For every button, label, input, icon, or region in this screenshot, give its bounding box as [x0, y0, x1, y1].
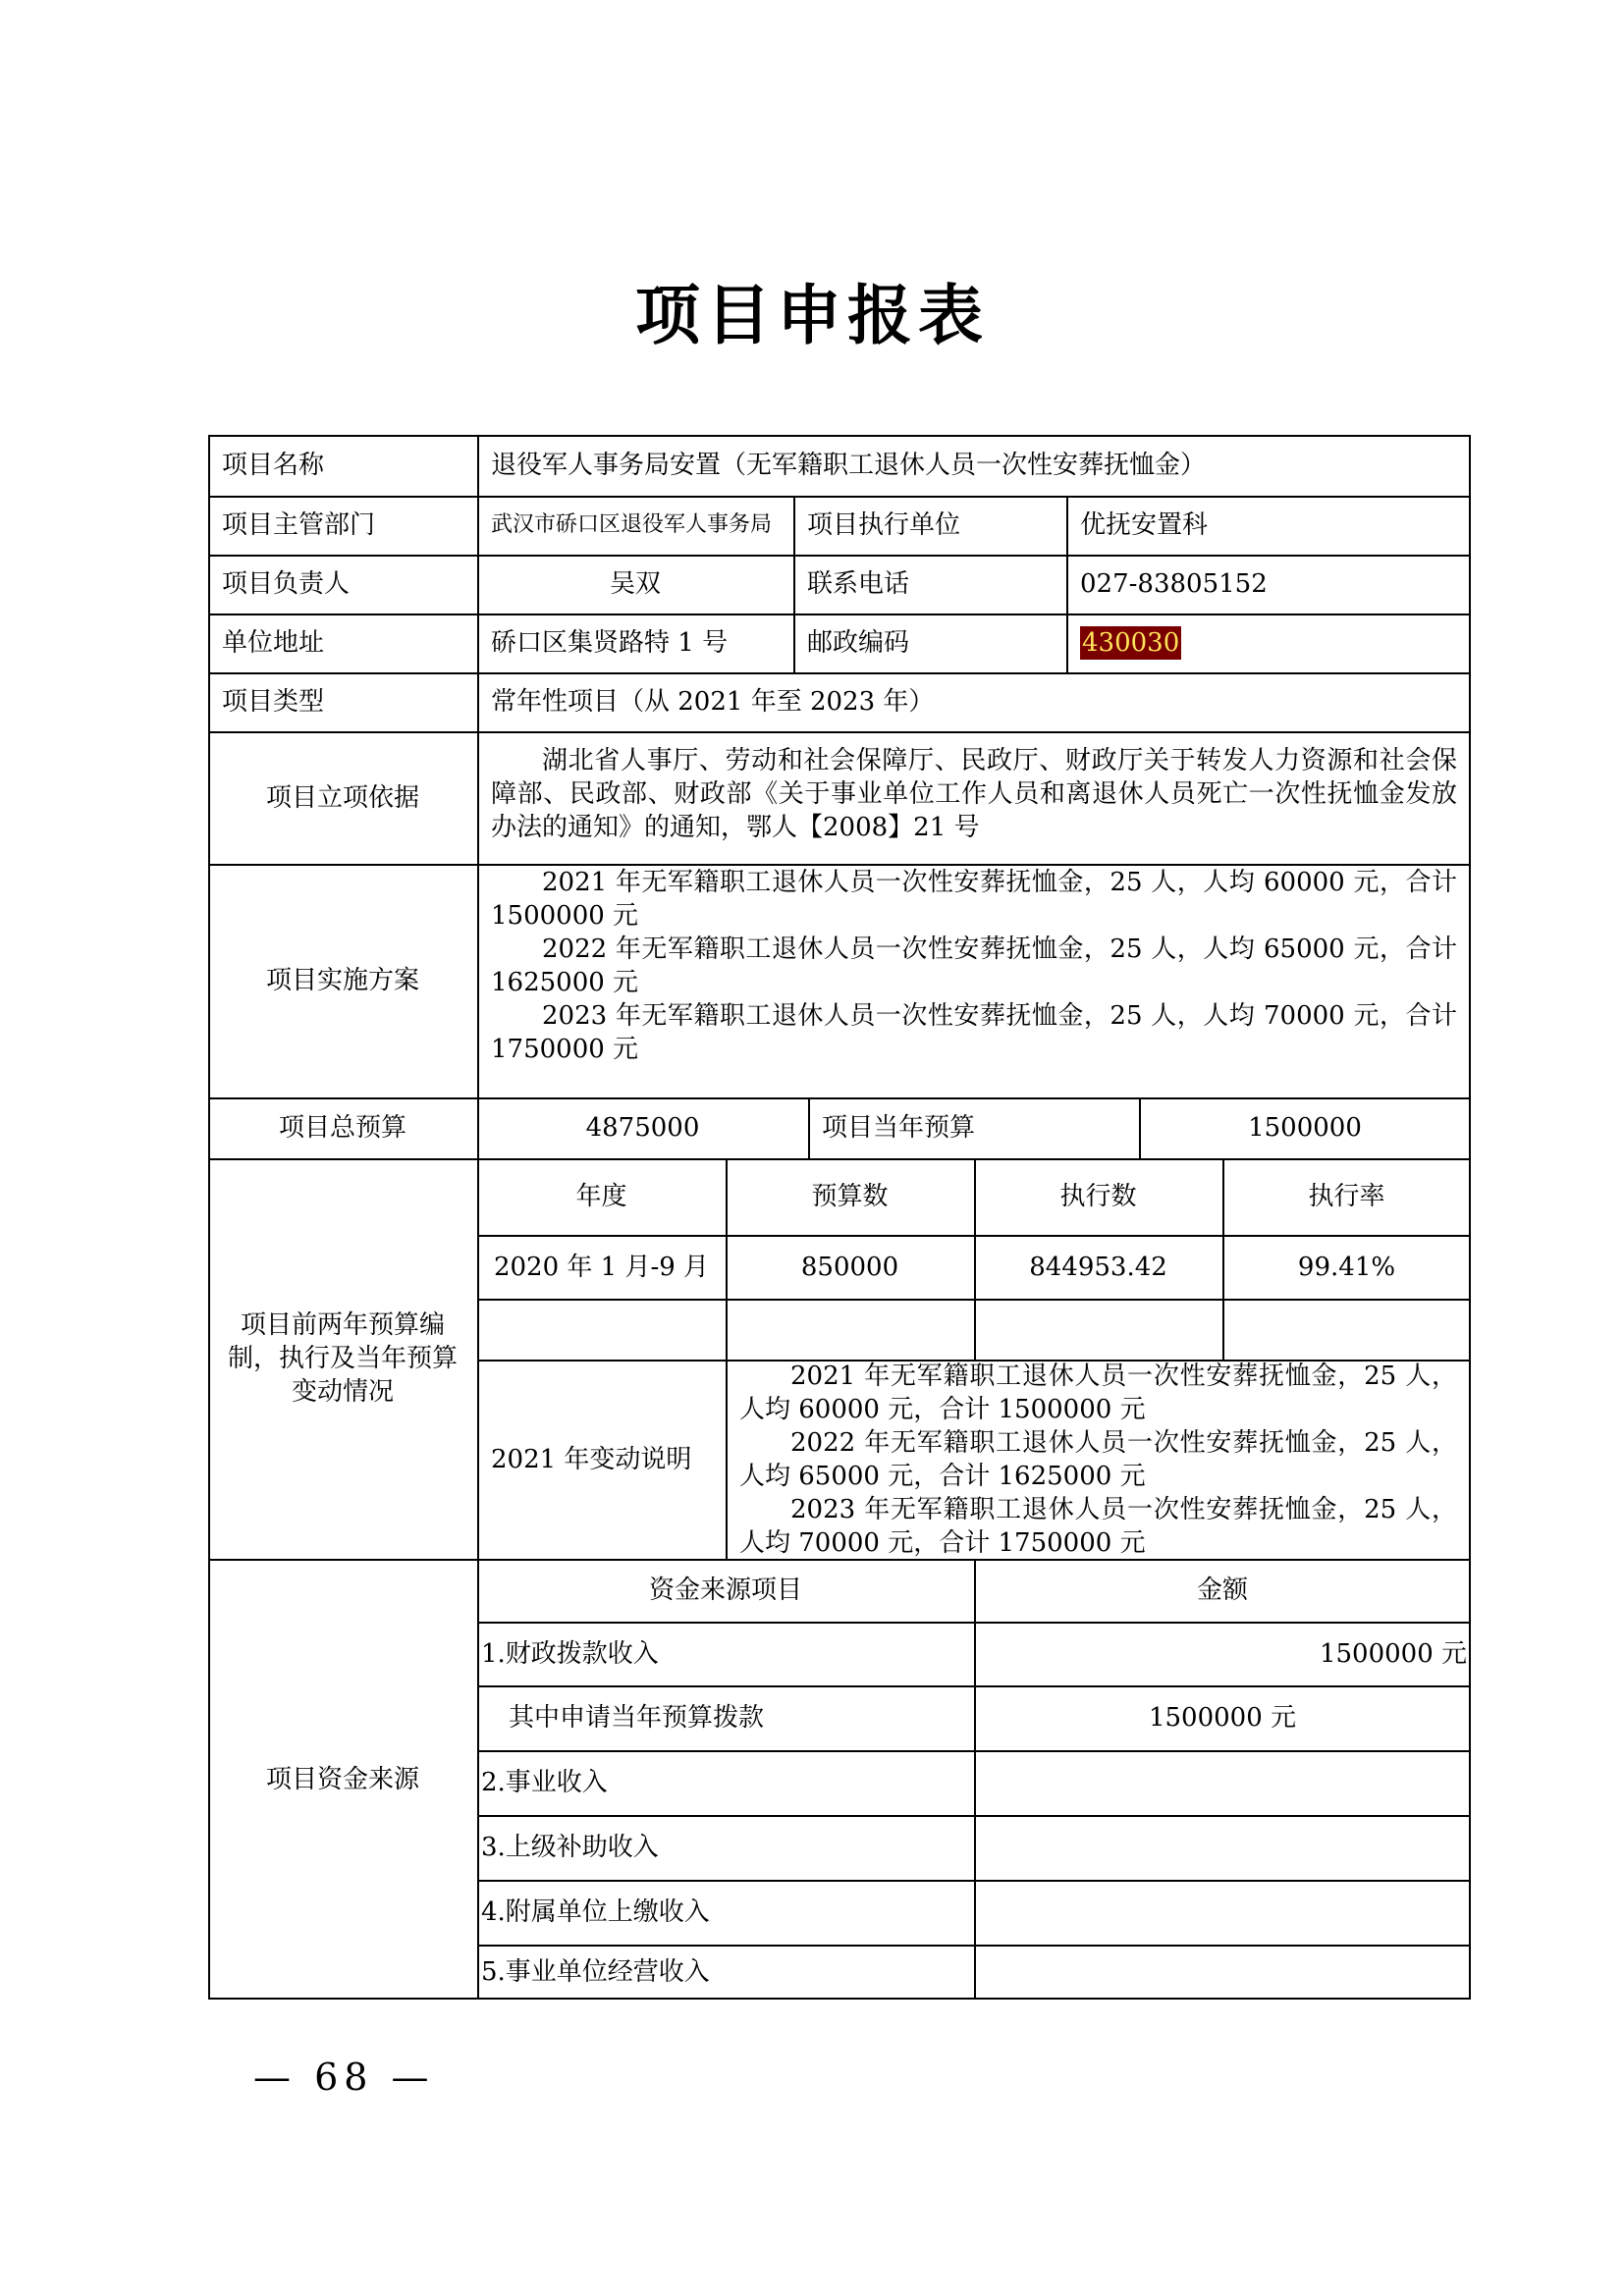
label-funding: 项目资金来源 [265, 1764, 419, 1794]
label-leader: 项目负责人 [222, 569, 351, 599]
funding-amount [974, 1750, 1471, 1815]
value-year-budget: 1500000 [1248, 1113, 1362, 1143]
history-change-label: 2021 年变动说明 [491, 1444, 692, 1474]
value-type: 常年性项目（从 2021 年至 2023 年） [491, 687, 935, 717]
history-header-executed: 执行数 [1059, 1182, 1137, 1211]
history-header-budget: 预算数 [811, 1182, 889, 1211]
value-leader: 吴双 [609, 569, 661, 599]
funding-item: 1.财政拨款收入 [481, 1638, 659, 1669]
label-supervisor: 项目主管部门 [222, 510, 376, 540]
value-supervisor: 武汉市硚口区退役军人事务局 [491, 512, 773, 537]
value-plan-cell [477, 866, 1471, 1092]
funding-item: 5.事业单位经营收入 [481, 1957, 710, 1987]
change-line: 2022 年无军籍职工退休人员一次性安葬抚恤金，25 人，人均 65000 元，合计 1625000 元 [739, 1428, 1457, 1491]
label-total-budget: 项目总预算 [278, 1113, 406, 1143]
funding-header-amount: 金额 [1196, 1575, 1248, 1605]
label-year-budget: 项目当年预算 [822, 1113, 976, 1143]
funding-item: 3.上级补助收入 [481, 1833, 659, 1862]
value-basis: 湖北省人事厅、劳动和社会保障厅、民政厅、财政厅关于转发人力资源和社会保障部、民政部、财政部《关于事业单位工作人员和离退休人员死亡一次性抚恤金发放办法的通知》的通知，鄂人【2008】21 号 [491, 746, 1457, 842]
funding-amount: 1500000 元 [1319, 1638, 1467, 1669]
plan-line: 2021 年无军籍职工退休人员一次性安葬抚恤金，25 人，人均 60000 元，合计 1500000 元 [491, 868, 1457, 931]
value-phone: 027-83805152 [1080, 569, 1268, 599]
history-header-year: 年度 [575, 1182, 627, 1211]
value-postcode: 430030 [1082, 628, 1180, 658]
funding-amount [974, 1945, 1471, 2000]
value-address: 硚口区集贤路特 1 号 [491, 628, 729, 658]
plan-line: 2023 年无军籍职工退休人员一次性安葬抚恤金，25 人，人均 70000 元，合计 1750000 元 [491, 1001, 1457, 1064]
label-project-name: 项目名称 [222, 451, 325, 480]
funding-header-item: 资金来源项目 [648, 1575, 802, 1605]
page-title: 项目申报表 [635, 278, 989, 353]
history-executed: 844953.42 [1029, 1252, 1167, 1282]
history-budget: 850000 [800, 1252, 899, 1282]
value-basis-cell [477, 744, 1471, 862]
value-project-name: 退役军人事务局安置（无军籍职工退休人员一次性安葬抚恤金） [491, 451, 1207, 480]
label-postcode: 邮政编码 [807, 628, 910, 658]
page-number: — 68 — [253, 2056, 435, 2099]
label-history: 项目前两年预算编制，执行及当年预算变动情况 [227, 1310, 458, 1407]
label-address: 单位地址 [222, 628, 325, 658]
history-year: 2020 年 1 月-9 月 [493, 1252, 710, 1282]
funding-item: 2.事业收入 [481, 1768, 608, 1797]
label-basis: 项目立项依据 [265, 782, 419, 813]
history-change-cell [726, 1360, 1471, 1559]
label-plan: 项目实施方案 [265, 966, 419, 995]
funding-amount: 1500000 元 [1148, 1703, 1297, 1733]
value-postcode-cell [1066, 614, 1471, 672]
funding-amount [974, 1815, 1471, 1880]
history-header-rate: 执行率 [1308, 1182, 1385, 1211]
change-line: 2023 年无军籍职工退休人员一次性安葬抚恤金，25 人，人均 70000 元，合计 1750000 元 [739, 1495, 1457, 1558]
label-phone: 联系电话 [807, 569, 910, 599]
plan-line: 2022 年无军籍职工退休人员一次性安葬抚恤金，25 人，人均 65000 元，合计 1625000 元 [491, 934, 1457, 997]
label-executor: 项目执行单位 [807, 510, 961, 540]
funding-amount [974, 1880, 1471, 1945]
funding-item: 4.附属单位上缴收入 [481, 1897, 710, 1927]
value-executor: 优抚安置科 [1080, 510, 1209, 540]
history-rate: 99.41% [1297, 1252, 1396, 1282]
funding-item: 其中申请当年预算拨款 [509, 1703, 765, 1733]
change-line: 2021 年无军籍职工退休人员一次性安葬抚恤金，25 人，人均 60000 元，合计 1500000 元 [739, 1362, 1457, 1424]
value-total-budget: 4875000 [585, 1113, 700, 1143]
label-type: 项目类型 [222, 687, 325, 717]
